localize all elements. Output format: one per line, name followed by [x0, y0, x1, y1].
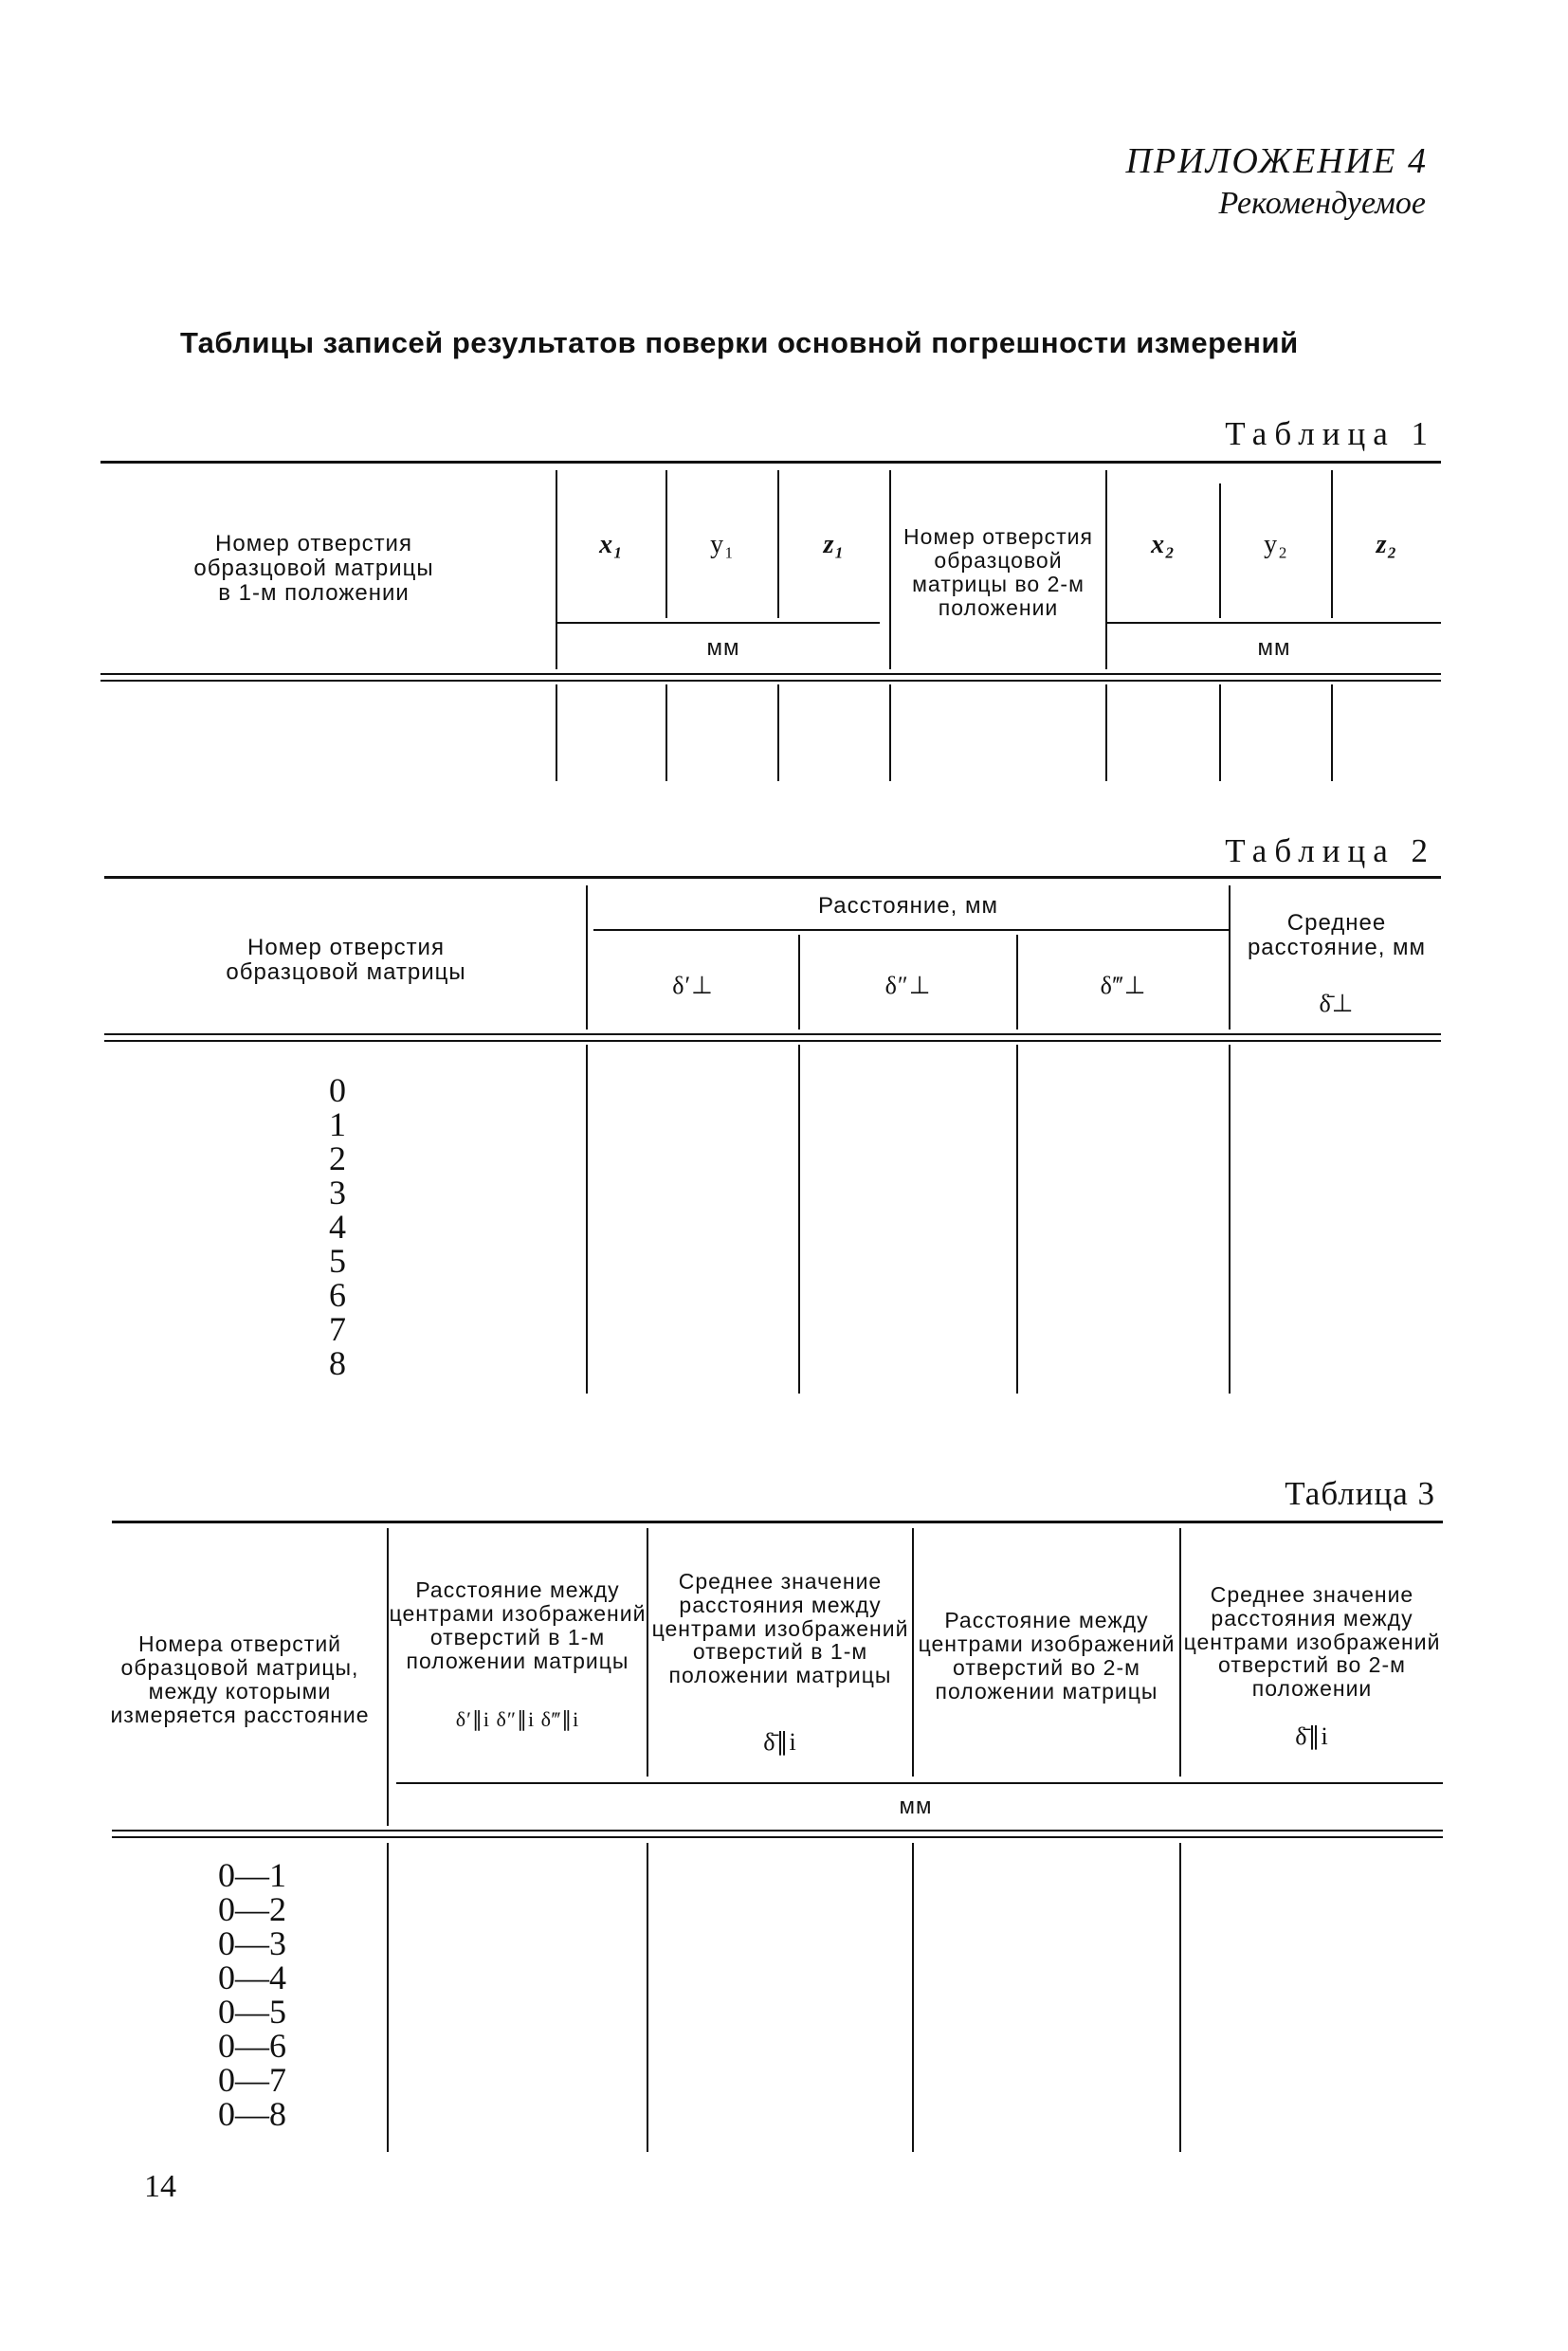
table-2-header-hole: Номер отверстия образцовой матрицы	[226, 935, 466, 985]
table-3-header-rule	[112, 1830, 1443, 1832]
table-row-label: 0—4	[218, 1959, 286, 1996]
table-1-header-hole-1: Номер отверстия образцовой матрицы в 1-м положении	[193, 531, 434, 606]
table-2-row-labels	[300, 1073, 375, 1380]
table-2-vline	[798, 1045, 800, 1394]
table-3-header-rule-2	[112, 1836, 1443, 1838]
table-1-header-x1: x₁	[599, 529, 624, 559]
table-1-top-rule	[100, 461, 1441, 464]
table-row-label: 0	[329, 1071, 346, 1109]
table-2-header-mean-symbol: δ̄⊥	[1319, 989, 1355, 1017]
table-2-header-rule-2	[104, 1040, 1441, 1042]
table-2-header-delta-2: δ″⊥	[884, 971, 932, 999]
table-2-vline	[1229, 1045, 1231, 1394]
table-3-caption: Таблица 3	[1285, 1475, 1435, 1512]
table-row-label: 4	[329, 1208, 346, 1246]
table-row-label: 3	[329, 1174, 346, 1212]
table-1-header-z2: z₂	[1376, 529, 1398, 559]
table-2-vline	[1016, 1045, 1018, 1394]
table-row-label: 0—8	[218, 2095, 286, 2133]
table-3-unit: мм	[899, 1794, 933, 1820]
table-1-header-z1: z₁	[823, 529, 846, 559]
table-3-vline	[647, 1843, 648, 2152]
table-2-header-rule	[104, 1033, 1441, 1035]
table-3-header-holes: Номера отверстий образцовой матрицы, между которыми измеряется расстояние	[110, 1631, 370, 1727]
table-3-header-mean-1: Среднее значение расстояния между центрами изображений отверстий в 1-м положении матрицы	[651, 1568, 909, 1688]
table-1-unit-left: мм	[706, 635, 740, 662]
table-1-unit-right: мм	[1257, 635, 1291, 662]
appendix-title: ПРИЛОЖЕНИЕ 4	[1125, 141, 1428, 181]
table-2-header-delta-1: δ′⊥	[672, 971, 714, 999]
table-3-vline	[1179, 1843, 1181, 2152]
table-1-header-rule-2	[100, 680, 1441, 682]
table-3-header-distance-1-symbols: δ′∥i δ″∥i δ‴∥i	[455, 1707, 580, 1732]
table-3-vline	[912, 1843, 914, 2152]
table-3-header-mean-2-symbol: δ̄∥i	[1295, 1722, 1329, 1750]
table-3-unit-rule	[396, 1782, 1443, 1784]
table-row-label: 0—3	[218, 1924, 286, 1962]
table-row-label: 0—7	[218, 2061, 286, 2099]
table-2-group-rule	[593, 929, 1229, 931]
table-row-label: 5	[329, 1242, 346, 1280]
page-title: Таблицы записей результатов поверки основной погрешности измерений	[180, 326, 1299, 359]
table-row-label: 1	[329, 1105, 346, 1143]
table-3-vline	[387, 1843, 389, 2152]
table-3-header-mean-1-symbol: δ̄∥i	[763, 1727, 797, 1756]
table-2-header-distance: Расстояние, мм	[818, 893, 998, 920]
table-2-caption: Таблица 2	[1225, 832, 1435, 869]
table-1-header-y1: y₁	[710, 529, 735, 559]
table-row-label: 6	[329, 1276, 346, 1314]
table-row-label: 8	[329, 1344, 346, 1382]
table-2-header-mean: Среднее расстояние, мм	[1247, 910, 1427, 960]
table-2-header-delta-3: δ‴⊥	[1100, 971, 1147, 999]
table-1-vline	[1105, 684, 1107, 781]
table-1-vline	[1219, 684, 1221, 781]
table-1-vline	[665, 684, 667, 781]
table-row-label: 0—6	[218, 2027, 286, 2065]
table-row-label: 2	[329, 1139, 346, 1177]
table-3-header-distance-1: Расстояние между центрами изображений отверстий в 1-м положении матрицы	[389, 1577, 647, 1673]
table-3-row-labels	[195, 1858, 309, 2131]
table-1-vline	[1331, 684, 1333, 781]
table-row-label: 0—2	[218, 1890, 286, 1928]
table-row-label: 0—1	[218, 1856, 286, 1894]
table-1-caption: Таблица 1	[1225, 415, 1435, 452]
table-1-unit-rule-left	[557, 622, 880, 624]
appendix-subtitle: Рекомендуемое	[1218, 186, 1426, 221]
table-2-vline	[586, 1045, 588, 1394]
table-1-vline	[889, 684, 891, 781]
table-1-vline	[777, 684, 779, 781]
table-3-header-distance-2: Расстояние между центрами изображений отверстий во 2-м положении матрицы	[918, 1608, 1176, 1704]
table-3-header-mean-2: Среднее значение расстояния между центрами изображений отверстий во 2-м положении	[1183, 1581, 1441, 1702]
page-number: 14	[144, 2169, 176, 2204]
table-row-label: 7	[329, 1310, 346, 1348]
table-1-header-rule	[100, 673, 1441, 675]
table-2-vline	[1229, 885, 1231, 1030]
table-2-top-rule	[104, 876, 1441, 879]
table-1-unit-rule-right	[1107, 622, 1441, 624]
table-3-top-rule	[112, 1521, 1443, 1523]
table-1-header-hole-2: Номер отверстия образцовой матрицы во 2-м положении	[903, 524, 1093, 620]
table-row-label: 0—5	[218, 1993, 286, 2031]
table-1-vline	[556, 684, 557, 781]
table-1-header-x2: x₂	[1151, 529, 1176, 559]
table-1-header-y2: y₂	[1264, 529, 1288, 559]
